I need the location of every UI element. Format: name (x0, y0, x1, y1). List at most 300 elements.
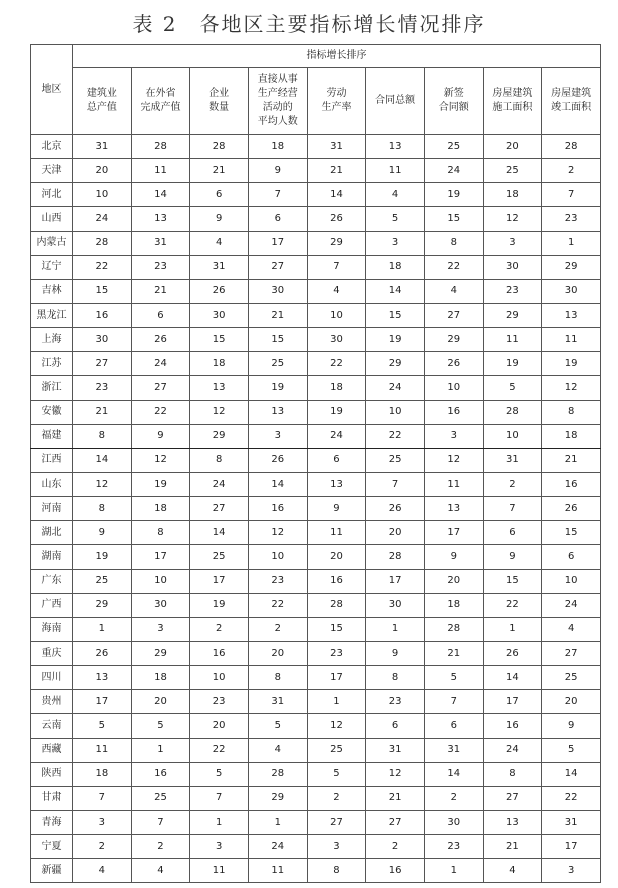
region-header: 地区 (31, 45, 73, 135)
rank-cell: 1 (190, 810, 249, 834)
rank-cell: 18 (366, 255, 425, 279)
table-row (31, 690, 601, 714)
region-cell: 宁夏 (31, 835, 73, 859)
rank-cell: 30 (131, 593, 190, 617)
rank-cell: 25 (248, 352, 307, 376)
region-cell: 江西 (31, 448, 73, 472)
rank-cell: 9 (307, 497, 366, 521)
rank-cell: 5 (73, 714, 132, 738)
rank-cell: 17 (248, 231, 307, 255)
region-cell: 广西 (31, 593, 73, 617)
rank-cell: 14 (190, 521, 249, 545)
rank-cell: 6 (483, 521, 542, 545)
table-row (31, 786, 601, 810)
region-cell: 黑龙江 (31, 303, 73, 327)
region-cell: 云南 (31, 714, 73, 738)
rank-cell: 9 (73, 521, 132, 545)
rank-cell: 1 (483, 617, 542, 641)
region-cell: 天津 (31, 159, 73, 183)
rank-cell: 11 (73, 738, 132, 762)
rank-cell: 11 (248, 859, 307, 883)
rank-cell: 10 (542, 569, 601, 593)
table-row (31, 183, 601, 207)
table-row (31, 738, 601, 762)
rank-cell: 27 (307, 810, 366, 834)
rank-cell: 10 (73, 183, 132, 207)
region-cell: 安徽 (31, 400, 73, 424)
region-cell: 上海 (31, 328, 73, 352)
rank-cell: 2 (131, 835, 190, 859)
region-cell: 贵州 (31, 690, 73, 714)
rank-cell: 26 (366, 497, 425, 521)
rank-cell: 11 (131, 159, 190, 183)
column-header-line: 建筑业 (86, 88, 117, 99)
rank-cell: 27 (190, 497, 249, 521)
rank-cell: 10 (483, 424, 542, 448)
rank-cell: 11 (424, 472, 483, 496)
rank-cell: 7 (483, 497, 542, 521)
rank-cell: 24 (307, 424, 366, 448)
table-row (31, 424, 601, 448)
rank-cell: 12 (73, 472, 132, 496)
rank-cell: 29 (366, 352, 425, 376)
rank-cell: 16 (307, 569, 366, 593)
rank-cell: 3 (190, 835, 249, 859)
column-header-line: 房屋建筑 (551, 88, 592, 99)
rank-cell: 13 (73, 666, 132, 690)
rank-cell: 2 (190, 617, 249, 641)
region-cell: 四川 (31, 666, 73, 690)
rank-cell: 26 (248, 448, 307, 472)
group-header: 指标增长排序 (73, 45, 601, 68)
rank-cell: 13 (248, 400, 307, 424)
table-row (31, 279, 601, 303)
rank-cell: 10 (424, 376, 483, 400)
rank-cell: 25 (483, 159, 542, 183)
rank-cell: 11 (542, 328, 601, 352)
rank-cell: 3 (483, 231, 542, 255)
rank-cell: 22 (307, 352, 366, 376)
rank-cell: 8 (190, 448, 249, 472)
rank-cell: 6 (131, 303, 190, 327)
column-header-line: 在外省 (145, 88, 176, 99)
region-cell: 吉林 (31, 279, 73, 303)
rank-cell: 3 (366, 231, 425, 255)
rank-cell: 27 (542, 641, 601, 665)
rank-cell: 23 (542, 207, 601, 231)
rank-cell: 7 (542, 183, 601, 207)
rank-cell: 17 (483, 690, 542, 714)
rank-cell: 17 (307, 666, 366, 690)
rank-cell: 7 (131, 810, 190, 834)
rank-cell: 27 (366, 810, 425, 834)
rank-cell: 25 (131, 786, 190, 810)
region-cell: 陕西 (31, 762, 73, 786)
rank-cell: 20 (483, 135, 542, 159)
rank-cell: 14 (73, 448, 132, 472)
table-row (31, 545, 601, 569)
rank-cell: 15 (542, 521, 601, 545)
rank-cell: 15 (248, 328, 307, 352)
rank-cell: 21 (542, 448, 601, 472)
rank-cell: 5 (248, 714, 307, 738)
column-header (73, 68, 132, 135)
rank-cell: 21 (131, 279, 190, 303)
rank-cell: 19 (248, 376, 307, 400)
rank-cell: 7 (190, 786, 249, 810)
column-header (542, 68, 601, 135)
rank-cell: 21 (73, 400, 132, 424)
rank-cell: 5 (366, 207, 425, 231)
rank-cell: 23 (366, 690, 425, 714)
column-header-line: 竣工面积 (551, 102, 592, 113)
rank-cell: 26 (131, 328, 190, 352)
column-header (307, 68, 366, 135)
rank-cell: 10 (131, 569, 190, 593)
rank-cell: 12 (307, 714, 366, 738)
rank-cell: 5 (483, 376, 542, 400)
rank-cell: 31 (424, 738, 483, 762)
rank-cell: 22 (248, 593, 307, 617)
region-cell: 辽宁 (31, 255, 73, 279)
table-row (31, 135, 601, 159)
rank-cell: 1 (248, 810, 307, 834)
rank-cell: 21 (248, 303, 307, 327)
rank-cell: 2 (366, 835, 425, 859)
rank-cell: 16 (483, 714, 542, 738)
rank-cell: 26 (483, 641, 542, 665)
rank-cell: 18 (424, 593, 483, 617)
rank-cell: 2 (73, 835, 132, 859)
rank-cell: 10 (366, 400, 425, 424)
rank-cell: 21 (307, 159, 366, 183)
rank-cell: 29 (424, 328, 483, 352)
rank-cell: 15 (424, 207, 483, 231)
rank-cell: 30 (483, 255, 542, 279)
region-cell: 河北 (31, 183, 73, 207)
rank-cell: 31 (131, 231, 190, 255)
rank-cell: 27 (483, 786, 542, 810)
rank-cell: 6 (424, 714, 483, 738)
rank-cell: 5 (542, 738, 601, 762)
region-cell: 广东 (31, 569, 73, 593)
table-row (31, 497, 601, 521)
rank-cell: 15 (190, 328, 249, 352)
rank-cell: 11 (307, 521, 366, 545)
rank-cell: 22 (483, 593, 542, 617)
table-row (31, 472, 601, 496)
rank-cell: 16 (424, 400, 483, 424)
rank-cell: 22 (542, 786, 601, 810)
table-body (31, 135, 601, 883)
column-header-line: 施工面积 (492, 102, 533, 113)
rank-cell: 18 (542, 424, 601, 448)
region-cell: 内蒙古 (31, 231, 73, 255)
rank-cell: 28 (366, 545, 425, 569)
rank-cell: 24 (483, 738, 542, 762)
table-title: 表 2 各地区主要指标增长情况排序 (132, 12, 486, 36)
rank-cell: 31 (248, 690, 307, 714)
rank-cell: 8 (73, 424, 132, 448)
column-header-line: 劳动 (326, 88, 347, 99)
rank-cell: 27 (248, 255, 307, 279)
rank-cell: 28 (542, 135, 601, 159)
rank-cell: 31 (190, 255, 249, 279)
rank-cell: 28 (190, 135, 249, 159)
rank-cell: 12 (248, 521, 307, 545)
rank-cell: 28 (424, 617, 483, 641)
rank-cell: 25 (190, 545, 249, 569)
rank-cell: 5 (307, 762, 366, 786)
rank-cell: 27 (131, 376, 190, 400)
table-row (31, 255, 601, 279)
rank-cell: 5 (131, 714, 190, 738)
rank-cell: 4 (73, 859, 132, 883)
rank-cell: 22 (366, 424, 425, 448)
rank-cell: 14 (542, 762, 601, 786)
rank-cell: 16 (366, 859, 425, 883)
rank-cell: 4 (131, 859, 190, 883)
rank-cell: 16 (190, 641, 249, 665)
rank-cell: 19 (190, 593, 249, 617)
rank-cell: 25 (73, 569, 132, 593)
rank-cell: 31 (73, 135, 132, 159)
rank-cell: 17 (366, 569, 425, 593)
rank-cell: 30 (424, 810, 483, 834)
rank-cell: 15 (307, 617, 366, 641)
rank-cell: 27 (73, 352, 132, 376)
table-row (31, 521, 601, 545)
rank-cell: 20 (307, 545, 366, 569)
rank-cell: 8 (424, 231, 483, 255)
rank-cell: 1 (542, 231, 601, 255)
rank-cell: 29 (131, 641, 190, 665)
rank-cell: 26 (307, 207, 366, 231)
rank-cell: 29 (248, 786, 307, 810)
rank-cell: 3 (307, 835, 366, 859)
region-cell: 甘肃 (31, 786, 73, 810)
rank-cell: 30 (366, 593, 425, 617)
rank-cell: 23 (483, 279, 542, 303)
region-cell: 江苏 (31, 352, 73, 376)
rank-cell: 16 (131, 762, 190, 786)
rank-cell: 17 (190, 569, 249, 593)
rank-cell: 19 (483, 352, 542, 376)
table-row (31, 666, 601, 690)
table-row (31, 159, 601, 183)
rank-cell: 3 (542, 859, 601, 883)
rank-cell: 7 (366, 472, 425, 496)
rank-cell: 14 (131, 183, 190, 207)
rank-cell: 26 (542, 497, 601, 521)
rank-cell: 4 (366, 183, 425, 207)
region-cell: 青海 (31, 810, 73, 834)
rank-cell: 23 (73, 376, 132, 400)
rank-cell: 7 (248, 183, 307, 207)
rank-cell: 21 (190, 159, 249, 183)
rank-cell: 18 (73, 762, 132, 786)
rank-cell: 25 (366, 448, 425, 472)
rank-cell: 19 (131, 472, 190, 496)
rank-cell: 27 (424, 303, 483, 327)
rank-cell: 30 (542, 279, 601, 303)
rank-cell: 23 (190, 690, 249, 714)
table-row (31, 810, 601, 834)
rank-cell: 2 (424, 786, 483, 810)
rank-cell: 17 (73, 690, 132, 714)
rank-cell: 14 (248, 472, 307, 496)
rank-cell: 9 (542, 714, 601, 738)
rank-cell: 25 (307, 738, 366, 762)
rank-cell: 4 (542, 617, 601, 641)
region-cell: 北京 (31, 135, 73, 159)
column-header-line: 新签 (443, 88, 464, 99)
table-row (31, 569, 601, 593)
rank-cell: 22 (73, 255, 132, 279)
rank-cell: 4 (190, 231, 249, 255)
rank-cell: 20 (542, 690, 601, 714)
rank-cell: 29 (542, 255, 601, 279)
region-cell: 浙江 (31, 376, 73, 400)
rank-cell: 18 (131, 497, 190, 521)
rank-cell: 29 (307, 231, 366, 255)
rank-cell: 23 (307, 641, 366, 665)
rank-cell: 14 (424, 762, 483, 786)
rank-cell: 6 (307, 448, 366, 472)
rank-cell: 12 (542, 376, 601, 400)
rank-cell: 18 (307, 376, 366, 400)
rank-cell: 25 (542, 666, 601, 690)
rank-cell: 19 (73, 545, 132, 569)
column-header (483, 68, 542, 135)
rank-cell: 6 (366, 714, 425, 738)
rank-cell: 22 (190, 738, 249, 762)
table-row (31, 328, 601, 352)
column-header-line: 直接从事 (257, 74, 298, 85)
rank-cell: 10 (248, 545, 307, 569)
table-row (31, 231, 601, 255)
rank-cell: 6 (190, 183, 249, 207)
rank-cell: 31 (307, 135, 366, 159)
rank-cell: 16 (248, 497, 307, 521)
rank-cell: 13 (424, 497, 483, 521)
rank-cell: 24 (248, 835, 307, 859)
rank-cell: 17 (424, 521, 483, 545)
column-header (131, 68, 190, 135)
column-header-line: 房屋建筑 (492, 88, 533, 99)
region-cell: 河南 (31, 497, 73, 521)
rank-cell: 20 (131, 690, 190, 714)
region-cell: 山西 (31, 207, 73, 231)
rank-cell: 17 (131, 545, 190, 569)
rank-cell: 4 (483, 859, 542, 883)
rank-cell: 26 (190, 279, 249, 303)
rank-cell: 1 (366, 617, 425, 641)
rank-cell: 15 (366, 303, 425, 327)
table-header (31, 45, 601, 135)
rank-cell: 18 (248, 135, 307, 159)
rank-cell: 24 (131, 352, 190, 376)
column-header-line: 合同额 (438, 102, 469, 113)
rank-cell: 8 (131, 521, 190, 545)
rank-cell: 5 (424, 666, 483, 690)
rank-cell: 28 (73, 231, 132, 255)
column-header-line: 活动的 (262, 102, 293, 113)
rank-cell: 21 (483, 835, 542, 859)
rank-cell: 28 (248, 762, 307, 786)
rank-cell: 14 (483, 666, 542, 690)
rank-cell: 5 (190, 762, 249, 786)
table-row (31, 352, 601, 376)
rank-cell: 9 (131, 424, 190, 448)
column-header-line: 数量 (209, 102, 230, 113)
rank-cell: 30 (190, 303, 249, 327)
column-header-line: 平均人数 (257, 116, 298, 127)
column-header-line: 完成产值 (140, 102, 181, 113)
table-row (31, 762, 601, 786)
rank-cell: 12 (131, 448, 190, 472)
rank-cell: 24 (73, 207, 132, 231)
rank-cell: 21 (366, 786, 425, 810)
table-row (31, 593, 601, 617)
rank-cell: 13 (542, 303, 601, 327)
rank-cell: 15 (73, 279, 132, 303)
rank-cell: 20 (366, 521, 425, 545)
rank-cell: 8 (366, 666, 425, 690)
region-cell: 重庆 (31, 641, 73, 665)
rank-cell: 2 (248, 617, 307, 641)
rank-cell: 2 (483, 472, 542, 496)
rank-cell: 23 (424, 835, 483, 859)
region-cell: 西藏 (31, 738, 73, 762)
rank-cell: 12 (483, 207, 542, 231)
rank-cell: 4 (424, 279, 483, 303)
rank-cell: 30 (73, 328, 132, 352)
region-cell: 福建 (31, 424, 73, 448)
rank-cell: 1 (73, 617, 132, 641)
rank-cell: 23 (248, 569, 307, 593)
rank-cell: 22 (424, 255, 483, 279)
rank-cell: 22 (131, 400, 190, 424)
rank-cell: 9 (424, 545, 483, 569)
rank-cell: 16 (73, 303, 132, 327)
rank-cell: 3 (424, 424, 483, 448)
column-header-line: 总产值 (86, 102, 117, 113)
rank-cell: 24 (190, 472, 249, 496)
rank-cell: 20 (424, 569, 483, 593)
region-cell: 湖南 (31, 545, 73, 569)
rank-cell: 28 (307, 593, 366, 617)
table-row (31, 835, 601, 859)
rank-cell: 30 (248, 279, 307, 303)
rank-cell: 9 (248, 159, 307, 183)
column-header (248, 68, 307, 135)
rank-cell: 31 (483, 448, 542, 472)
rank-cell: 13 (366, 135, 425, 159)
rank-cell: 8 (248, 666, 307, 690)
rank-cell: 1 (424, 859, 483, 883)
region-cell: 山东 (31, 472, 73, 496)
rank-cell: 29 (190, 424, 249, 448)
column-header-line: 生产率 (321, 102, 352, 113)
rank-cell: 19 (307, 400, 366, 424)
column-header-line: 合同总额 (375, 95, 416, 106)
table-row (31, 303, 601, 327)
rank-cell: 9 (366, 641, 425, 665)
table-row (31, 207, 601, 231)
rank-cell: 19 (424, 183, 483, 207)
ranking-table (30, 44, 601, 883)
